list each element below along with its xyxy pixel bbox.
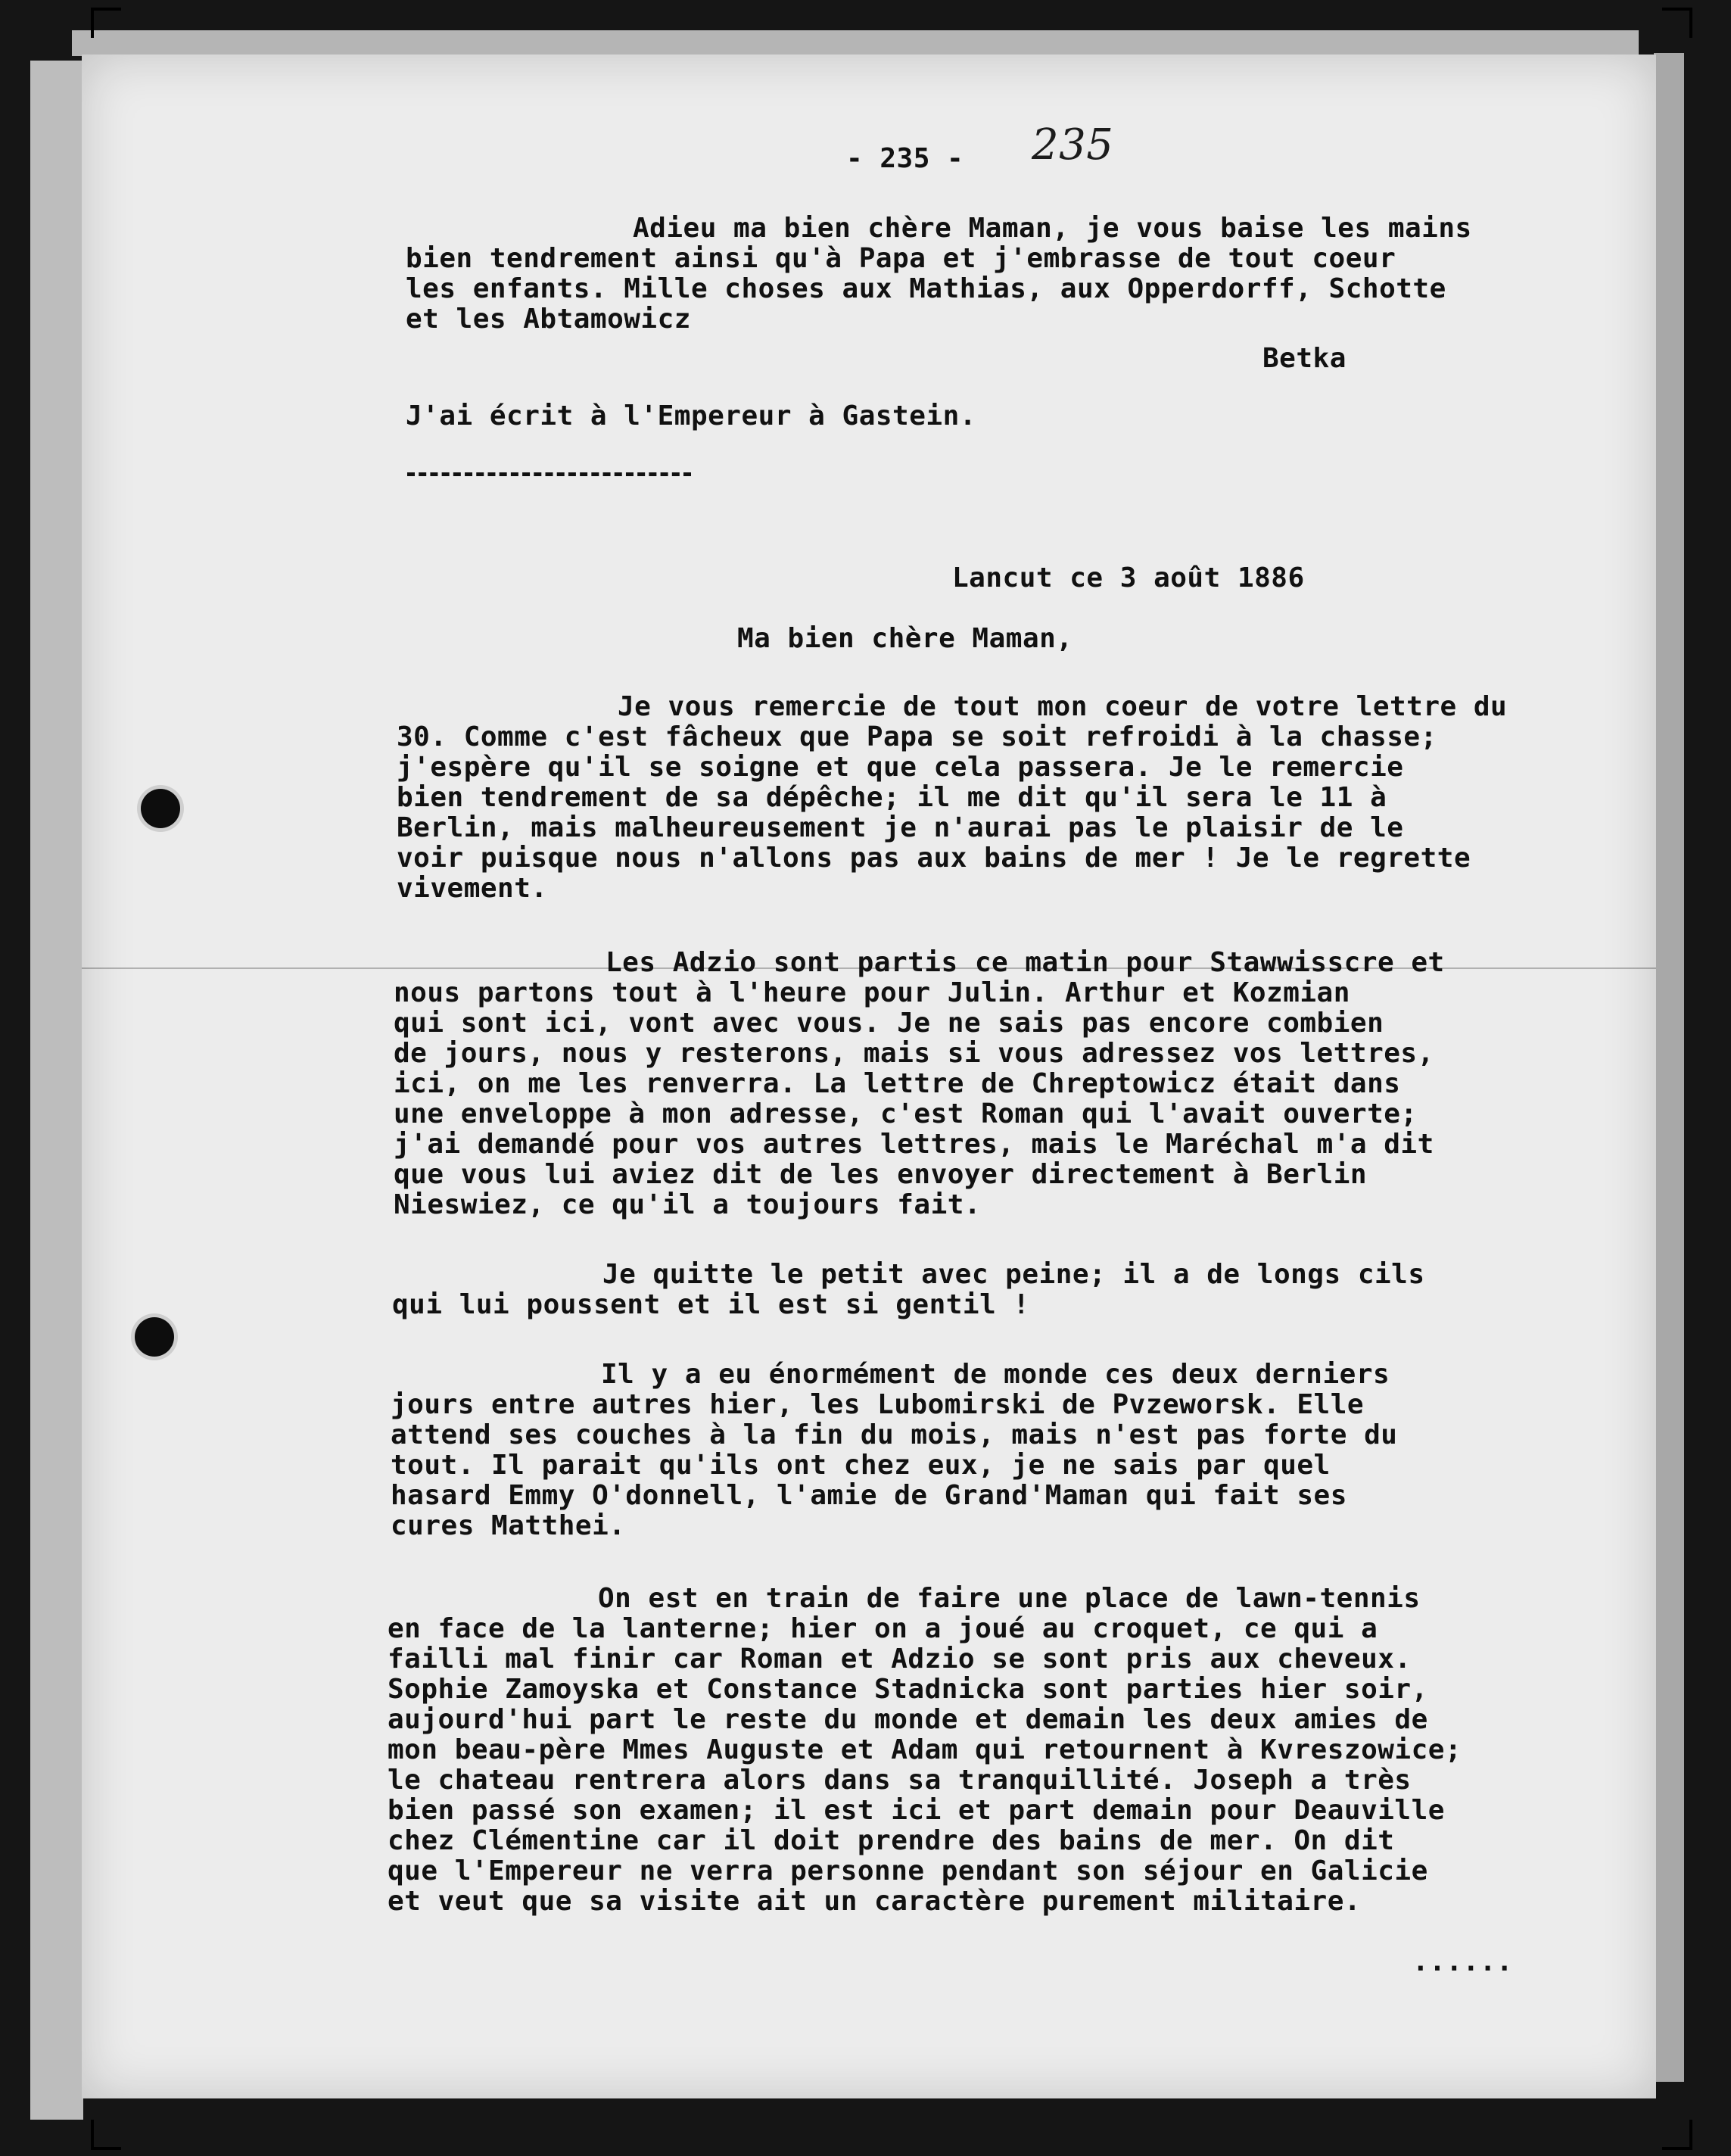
paragraph-line: Je quitte le petit avec peine; il a de longs cils — [602, 1259, 1425, 1290]
paper-stack-edge-top — [72, 30, 1639, 56]
paragraph-line: jours entre autres hier, les Lubomirski de Pvzeworsk. Elle — [391, 1389, 1365, 1420]
corner-mark-bottom-right-v — [1689, 2120, 1692, 2150]
corner-mark-top-left-v — [91, 8, 94, 38]
paragraph-line: vivement. — [397, 873, 548, 904]
paper-stack-edge-right — [1654, 53, 1684, 2082]
typewritten-page — [82, 55, 1656, 2098]
paragraph-line: Je vous remercie de tout mon coeur de votre lettre du — [618, 691, 1508, 722]
corner-mark-bottom-right-h — [1662, 2147, 1692, 2150]
paragraph-line: qui sont ici, vont avec vous. Je ne sais pas encore combien — [394, 1008, 1384, 1039]
continuation-dots: ...... — [1412, 1946, 1514, 1977]
paragraph-line: en face de la lanterne; hier on a joué au croquet, ce qui a — [388, 1613, 1378, 1644]
corner-mark-top-left-h — [91, 8, 121, 11]
paragraph-line: qui lui poussent et il est si gentil ! — [392, 1289, 1030, 1320]
corner-mark-bottom-left-v — [91, 2120, 94, 2150]
paragraph-line: mon beau-père Mmes Auguste et Adam qui retournent à Kvreszowice; — [388, 1734, 1462, 1765]
corner-mark-bottom-left-h — [91, 2147, 121, 2150]
paragraph-line: j'espère qu'il se soigne et que cela passera. Je le remercie — [397, 752, 1404, 783]
closing-line: Adieu ma bien chère Maman, je vous baise les mains — [633, 213, 1472, 244]
paragraph-line: Les Adzio sont partis ce matin pour Stawwisscre et — [606, 947, 1445, 978]
paragraph-line: chez Clémentine car il doit prendre des bains de mer. On dit — [388, 1825, 1395, 1856]
folio-typed: - 235 - — [846, 143, 964, 174]
paragraph-line: de jours, nous y resterons, mais si vous adressez vos lettres, — [394, 1038, 1434, 1069]
paragraph-line: le chateau rentrera alors dans sa tranquillité. Joseph a très — [388, 1765, 1412, 1796]
paragraph-line: 30. Comme c'est fâcheux que Papa se soit refroidi à la chasse; — [397, 721, 1437, 752]
paragraph-line: bien tendrement de sa dépêche; il me dit qu'il sera le 11 à — [397, 782, 1387, 813]
paragraph-line: On est en train de faire une place de lawn-tennis — [598, 1583, 1421, 1614]
paragraph-line: Berlin, mais malheureusement je n'aurai pas le plaisir de le — [397, 812, 1404, 843]
paragraph-line: tout. Il parait qu'ils ont chez eux, je ne sais par quel — [391, 1450, 1331, 1481]
paragraph-line: une enveloppe à mon adresse, c'est Roman qui l'avait ouverte; — [394, 1098, 1418, 1129]
signature: Betka — [1262, 343, 1347, 374]
paragraph-line: failli mal finir car Roman et Adzio se sont pris aux cheveux. — [388, 1643, 1412, 1675]
corner-mark-top-right-h — [1662, 8, 1692, 11]
paragraph-line: j'ai demandé pour vos autres lettres, mais le Maréchal m'a dit — [394, 1129, 1434, 1160]
postscript: J'ai écrit à l'Empereur à Gastein. — [406, 400, 976, 432]
paragraph-line: hasard Emmy O'donnell, l'amie de Grand'Maman qui fait ses — [391, 1480, 1347, 1511]
paragraph-line: bien passé son examen; il est ici et part demain pour Deauville — [388, 1795, 1445, 1826]
corner-mark-top-right-v — [1689, 8, 1692, 38]
paragraph-line: ici, on me les renverra. La lettre de Chreptowicz était dans — [394, 1068, 1401, 1099]
paragraph-line: que vous lui aviez dit de les envoyer directement à Berlin — [394, 1159, 1368, 1190]
paragraph-line: attend ses couches à la fin du mois, mais n'est pas forte du — [391, 1419, 1398, 1450]
paragraph-line: nous partons tout à l'heure pour Julin. Arthur et Kozmian — [394, 977, 1350, 1008]
paragraph-line: aujourd'hui part le reste du monde et demain les deux amies de — [388, 1704, 1428, 1735]
separator-rule — [407, 472, 691, 476]
paragraph-line: et veut que sa visite ait un caractère purement militaire. — [388, 1886, 1362, 1917]
closing-line: et les Abtamowicz — [406, 304, 691, 335]
paragraph-line: Sophie Zamoyska et Constance Stadnicka sont parties hier soir, — [388, 1674, 1428, 1705]
paragraph-line: que l'Empereur ne verra personne pendant son séjour en Galicie — [388, 1855, 1428, 1886]
folio-handwritten: 235 — [1032, 120, 1114, 170]
page-text — [82, 55, 1656, 2098]
dateline: Lancut ce 3 août 1886 — [952, 562, 1305, 594]
salutation: Ma bien chère Maman, — [737, 623, 1073, 654]
closing-line: les enfants. Mille choses aux Mathias, aux Opperdorff, Schotte — [406, 273, 1446, 304]
paragraph-line: voir puisque nous n'allons pas aux bains de mer ! Je le regrette — [397, 843, 1471, 874]
closing-line: bien tendrement ainsi qu'à Papa et j'embrasse de tout coeur — [406, 243, 1396, 274]
paragraph-line: cures Matthei. — [391, 1510, 626, 1541]
paragraph-line: Nieswiez, ce qu'il a toujours fait. — [394, 1189, 982, 1220]
paragraph-line: Il y a eu énormément de monde ces deux derniers — [601, 1359, 1390, 1390]
paper-stack-edge-left — [30, 61, 83, 2120]
